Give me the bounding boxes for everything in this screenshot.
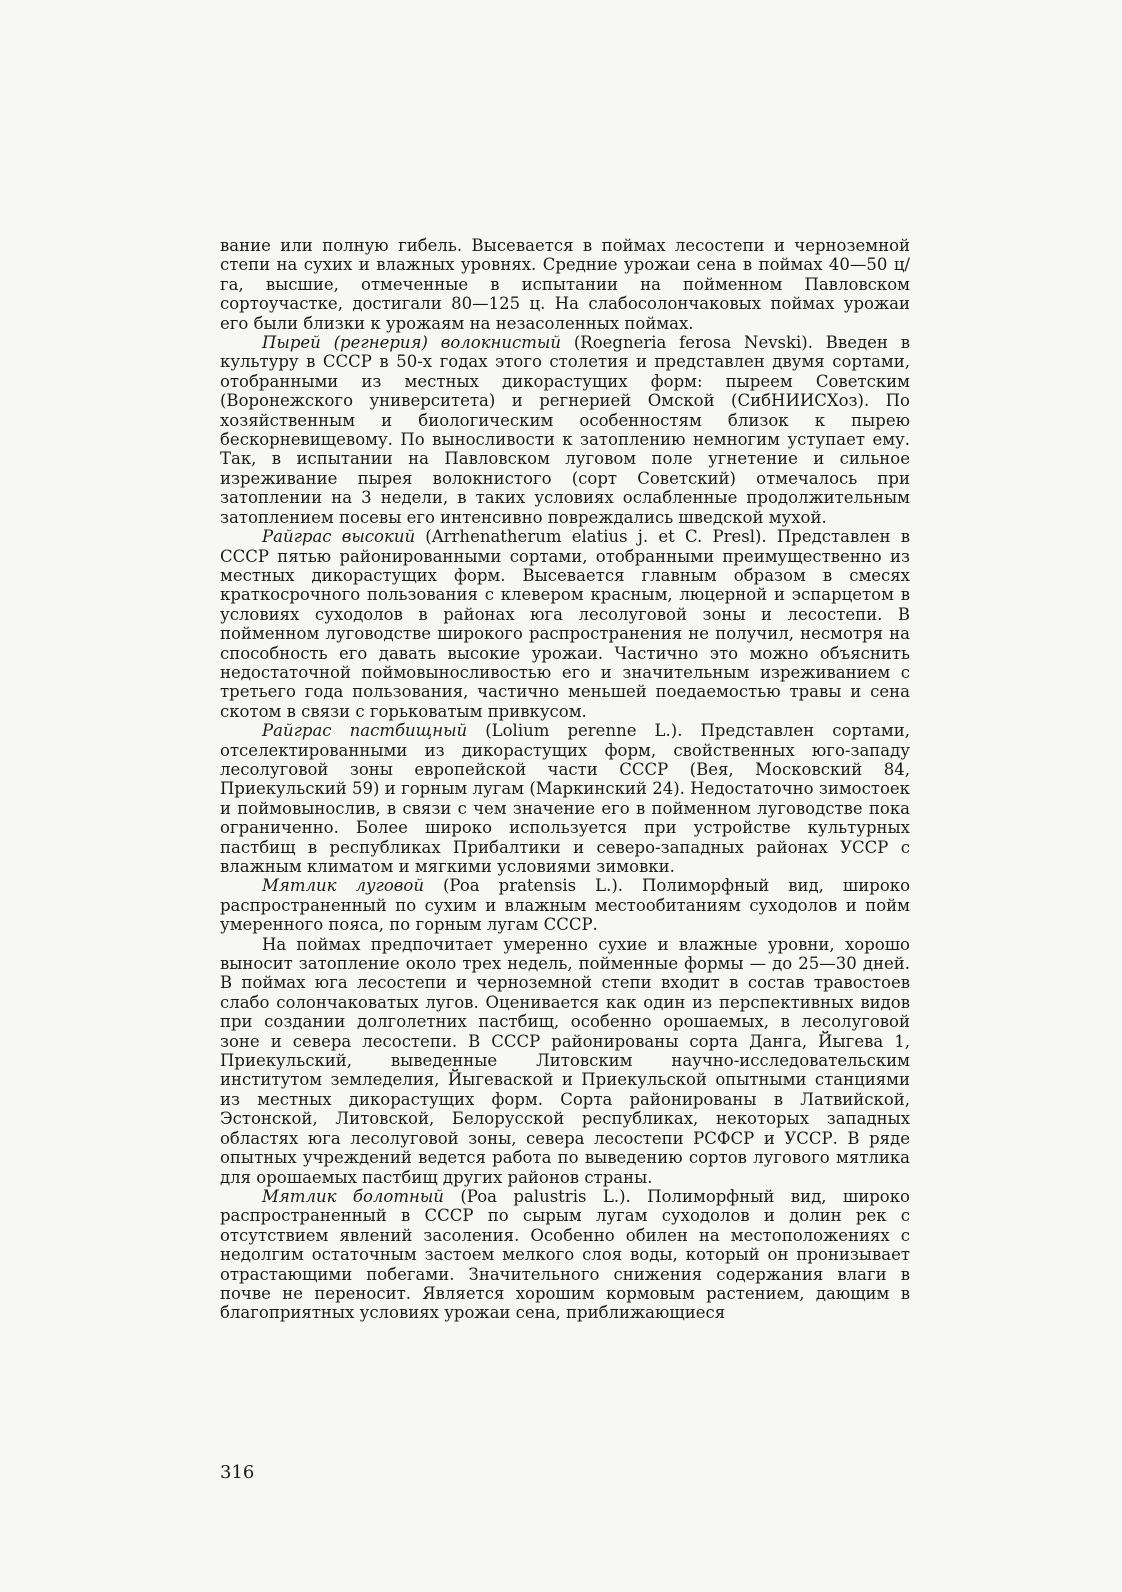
- paragraph-lolium: [220, 721, 910, 876]
- body-text: [220, 236, 910, 1323]
- paragraph-text: (Poa palustris L.). Полиморфный вид, широко распространенный в СССР по сырым лугам суходолов и долин рек с отсутствием явлений засоления. Особенно обилен на местоположениях с недолгим остаточным застоем мелкого слоя воды, который он пронизывает отрастающими побегами. Значительного снижения содержания влаги в почве не переносит. Является хорошим кормовым растением, дающим в благоприятных условиях урожаи сена, приближающиеся: [220, 1186, 910, 1323]
- paragraph-floodplain: [220, 935, 910, 1187]
- species-term: Мятлик луговой: [262, 876, 424, 896]
- paragraph-text: (Roegneria ferosa Nevski). Введен в культуру в СССР в 50-х годах этого столетия и представлен двумя сортами, отобранными из местных дикорастущих форм: пыреем Советским (Воронежского университета) и регнерией Омской (СибНИИСХоз). По хозяйственным и биологическим особенностям близок к пырею бескорневищевому. По выносливости к затоплению немногим уступает ему. Так, в испытании на Павловском луговом поле угнетение и сильное изреживание пырея волокнистого (сорт Советский) отмечалось при затоплении на 3 недели, в таких условиях ослабленные продолжительным затоплением посевы его интенсивно повреждались шведской мухой.: [220, 333, 911, 527]
- page-number: 316: [220, 1462, 255, 1483]
- paragraph-roegneria: [220, 333, 910, 527]
- paragraph-text: (Poa pratensis L.). Полиморфный вид, широко распространенный по сухим и влажным местообитаниям суходолов и пойм умеренного пояса, по горным лугам СССР.: [220, 876, 910, 935]
- species-term: Пырей (регнерия) волокнистый: [262, 333, 562, 353]
- paragraph-text: вание или полную гибель. Высевается в поймах лесостепи и черноземной степи на сухих и влажных уровнях. Средние урожаи сена в поймах 40—50 ц/га, высшие, отмеченные в испытании на пойменном Павловском сортоучастке, достигали 80—125 ц. На слабосолончаковых поймах урожаи его были близки к урожаям на незасоленных поймах.: [220, 236, 910, 333]
- species-term: Мятлик болотный: [262, 1186, 444, 1206]
- paragraph-continuation: [220, 236, 910, 333]
- species-term: Райграс пастбищный: [262, 721, 468, 741]
- paragraph-poa-pratensis: [220, 876, 910, 934]
- species-term: Райграс высокий: [262, 527, 416, 547]
- paragraph-text: (Arrhenatherum elatius j. et C. Presl). Представлен в СССР пятью районированными сортами, отобранными преимущественно из местных дикорастущих форм. Высевается главным образом в смесях краткосрочного пользования с клевером красным, люцерной и эспарцетом в условиях суходолов в районах юга лесолуговой зоны и лесостепи. В пойменном луговодстве широкого распространения не получил, несмотря на способность его давать высокие урожаи. Частично это можно объяснить недостаточной поймовыносливостью его и значительным изреживанием с третьего года пользования, частично меньшей поедаемостью травы и сена скотом в связи с горьковатым привкусом.: [220, 527, 910, 721]
- paragraph-text: На поймах предпочитает умеренно сухие и влажные уровни, хорошо выносит затопление около трех недель, пойменные формы — до 25—30 дней. В поймах юга лесостепи и черноземной степи входит в состав травостоев слабо солончаковатых лугов. Оценивается как один из перспективных видов при создании долголетних пастбищ, особенно орошаемых, в лесолуговой зоне и севера лесостепи. В СССР районированы сорта Данга, Йыгева 1, Приекульский, выведенные Литовским научно-исследовательским институтом земледелия, Йыгеваской и Приекульской опытными станциями из местных дикорастущих форм. Сорта районированы в Латвийской, Эстонской, Литовской, Белорусской республиках, некоторых западных областях юга лесолуговой зоны, севера лесостепи РСФСР и УССР. В ряде опытных учреждений ведется работа по выведению сортов лугового мятлика для орошаемых пастбищ других районов страны.: [220, 934, 910, 1187]
- paragraph-text: (Lolium perenne L.). Представлен сортами, отселектированными из дикорастущих форм, свойственных юго-западу лесолуговой зоны европейской части СССР (Вея, Московский 84, Приекульский 59) и горным лугам (Маркинский 24). Недостаточно зимостоек и поймовынослив, в связи с чем значение его в пойменном луговодстве пока ограниченно. Более широко используется при устройстве культурных пастбищ в республиках Прибалтики и северо-западных районах УССР с влажным климатом и мягкими условиями зимовки.: [220, 721, 911, 876]
- paragraph-poa-palustris: [220, 1187, 910, 1323]
- paragraph-arrhenatherum: [220, 527, 910, 721]
